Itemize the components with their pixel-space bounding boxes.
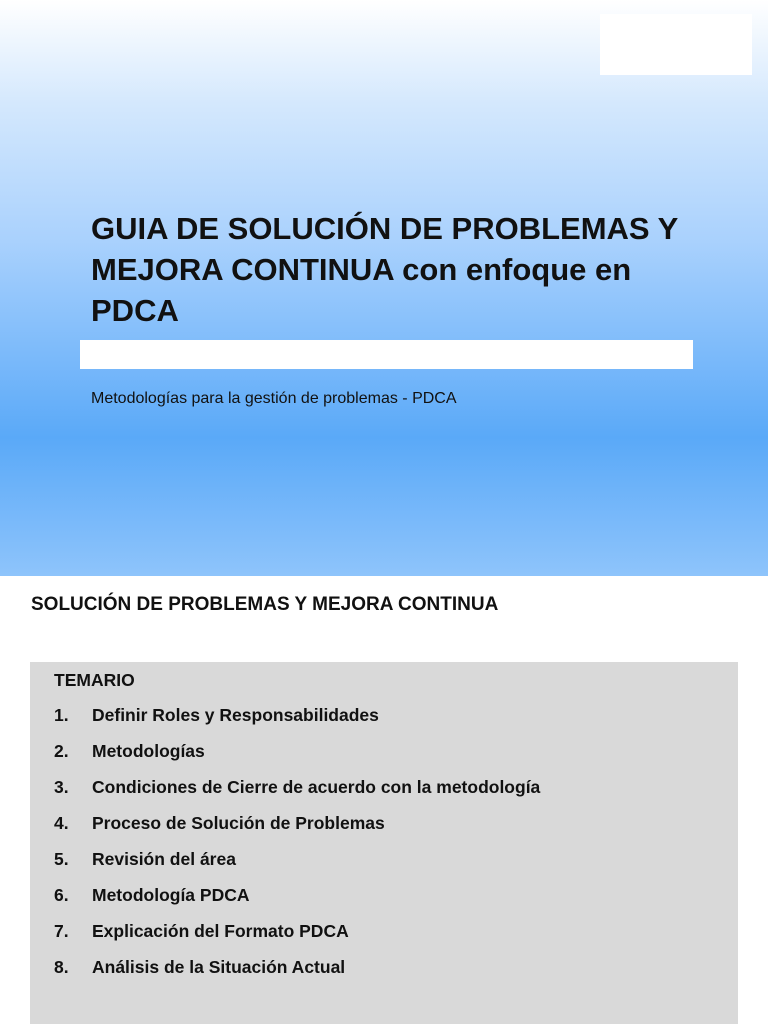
toc-item-number: 8. — [54, 957, 69, 977]
toc-item — [54, 812, 540, 848]
toc-item-number: 2. — [54, 741, 69, 761]
toc-item — [54, 884, 540, 920]
toc-item-label: Análisis de la Situación Actual — [92, 957, 346, 977]
toc-item-number: 7. — [54, 921, 69, 941]
toc-item-number: 6. — [54, 885, 69, 905]
toc-item-label: Metodología PDCA — [92, 885, 250, 905]
toc-item-label: Proceso de Solución de Problemas — [92, 813, 385, 833]
toc-item-number: 4. — [54, 813, 69, 833]
toc-item-label: Revisión del área — [92, 849, 236, 869]
toc-item-label: Definir Roles y Responsabilidades — [92, 705, 379, 725]
toc-item-label: Metodologías — [92, 741, 205, 761]
toc-item-label: Condiciones de Cierre de acuerdo con la metodología — [92, 777, 541, 797]
title-divider-bar — [80, 340, 693, 369]
cover-title: GUIA DE SOLUCIÓN DE PROBLEMAS Y MEJORA CONTINUA con enfoque en PDCA — [91, 211, 678, 328]
toc-item-number: 5. — [54, 849, 69, 869]
toc-list — [54, 704, 540, 992]
cover-subtitle: Metodologías para la gestión de problemas - PDCA — [91, 390, 457, 407]
logo-placeholder — [600, 14, 752, 75]
table-of-contents — [30, 662, 738, 1024]
toc-item — [54, 848, 540, 884]
toc-item — [54, 704, 540, 740]
toc-item-label: Explicación del Formato PDCA — [92, 921, 349, 941]
toc-item-number: 1. — [54, 705, 69, 725]
toc-item — [54, 920, 540, 956]
section-heading: SOLUCIÓN DE PROBLEMAS Y MEJORA CONTINUA — [31, 594, 499, 615]
toc-item-number: 3. — [54, 777, 69, 797]
toc-item — [54, 740, 540, 776]
toc-item — [54, 956, 540, 992]
toc-heading: TEMARIO — [54, 670, 135, 690]
toc-item — [54, 776, 540, 812]
